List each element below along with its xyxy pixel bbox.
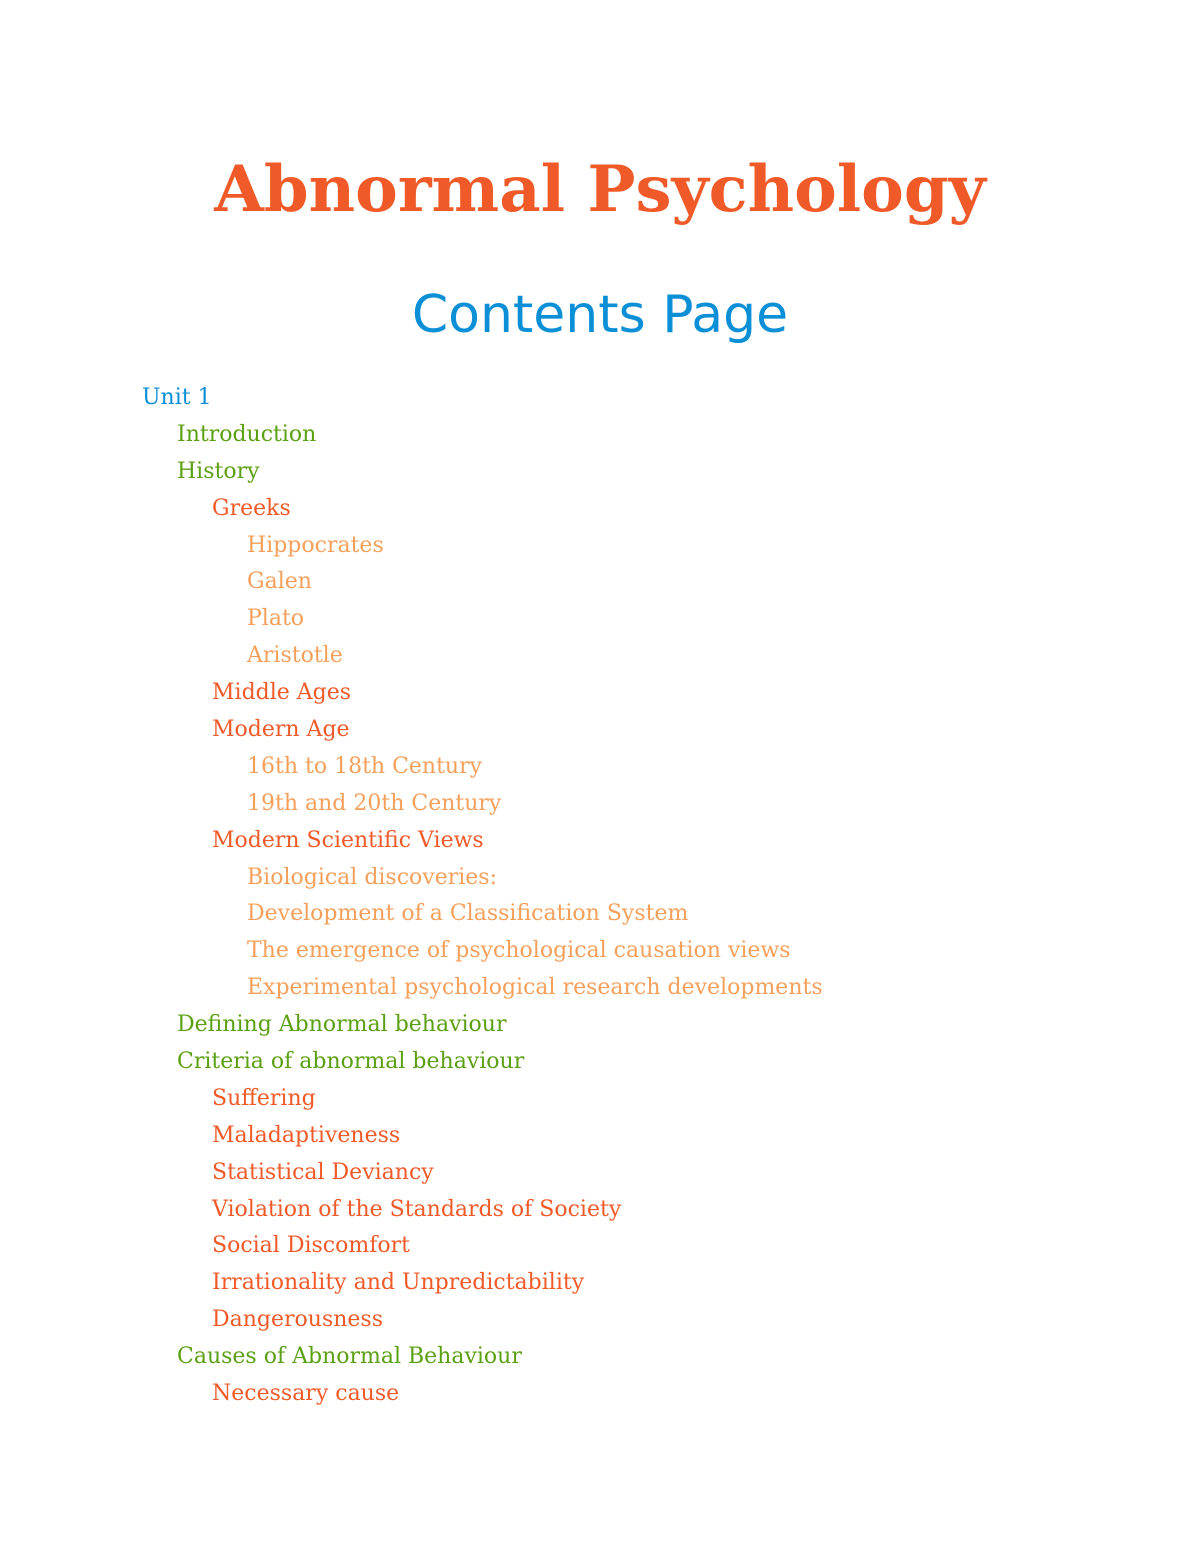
toc-entry-level-1: Criteria of abnormal behaviour [177, 1049, 525, 1075]
toc-entry-level-2: Violation of the Standards of Society [212, 1196, 622, 1222]
toc-entry-level-2: Social Discomfort [212, 1233, 410, 1259]
toc-entry-level-2: Dangerousness [212, 1307, 384, 1333]
toc-entry-level-3: Galen [247, 569, 312, 595]
toc-entry-level-1: History [177, 458, 260, 484]
document-title: Abnormal Psychology [214, 152, 986, 227]
toc-entry-level-2: Irrationality and Unpredictability [212, 1270, 585, 1296]
toc-entry-level-2: Maladaptiveness [212, 1122, 401, 1148]
toc-entry-level-3: 19th and 20th Century [247, 790, 502, 816]
toc-entry-level-3: The emergence of psychological causation views [247, 938, 791, 964]
toc-entry-level-2: Suffering [212, 1085, 316, 1111]
toc-entry-level-3: Plato [247, 606, 305, 632]
toc-entry-level-3: Experimental psychological research developments [247, 975, 823, 1001]
contents-heading: Contents Page [411, 285, 789, 345]
toc-entry-level-3: Biological discoveries: [247, 864, 498, 890]
toc-entry-level-1: Defining Abnormal behaviour [177, 1012, 507, 1038]
toc-entry-level-3: 16th to 18th Century [247, 753, 483, 779]
toc-entry-level-3: Hippocrates [247, 532, 384, 558]
toc-entry-level-2: Middle Ages [212, 680, 352, 706]
toc-entry-level-3: Aristotle [247, 643, 343, 669]
toc-entry-level-2: Modern Age [212, 717, 350, 743]
toc-entry-level-2: Necessary cause [212, 1381, 400, 1407]
toc-entry-level-2: Greeks [212, 495, 291, 521]
toc-entry-level-1: Causes of Abnormal Behaviour [177, 1344, 522, 1370]
toc-entry-level-0: Unit 1 [142, 385, 212, 410]
toc-entry-level-2: Statistical Deviancy [212, 1159, 434, 1185]
toc-entry-level-3: Development of a Classification System [247, 901, 689, 927]
toc-entry-level-1: Introduction [177, 421, 317, 447]
toc-entry-level-2: Modern Scientific Views [212, 827, 484, 853]
table-of-contents [0, 380, 1200, 1413]
